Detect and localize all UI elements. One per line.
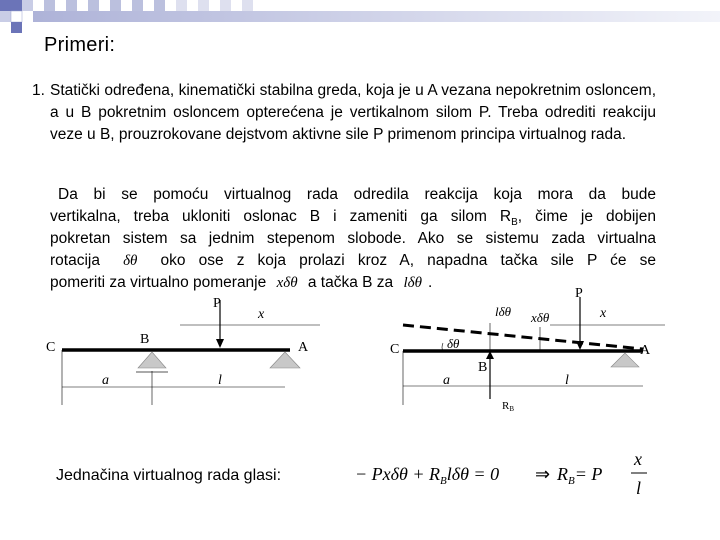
para-line-5-text: pomeriti za virtualno pomeranje <box>50 274 267 291</box>
virtual-work-equation <box>355 450 655 510</box>
para-line-2-text: vertikalna, treba ukloniti oslonac B i zameniti ga silom R <box>50 208 512 225</box>
para-line-3: pokretan sistem sa jednim stepenom slobode. Ako se sistemu zada virtualna <box>50 230 656 247</box>
para-line-5-mid: a tačka B za <box>307 274 394 291</box>
figure-right <box>385 285 665 415</box>
item-number: 1. <box>32 82 45 99</box>
label-ldtheta: lδθ <box>495 304 512 319</box>
label-dtheta: δθ <box>447 336 460 351</box>
label-x: x <box>258 307 265 322</box>
para-line-4 <box>50 250 656 272</box>
para-line-5-end: . <box>428 274 433 291</box>
fraction-denominator: l <box>636 478 642 498</box>
ldtheta-symbol: lδθ <box>403 275 422 291</box>
support-b <box>138 352 166 368</box>
example-item <box>32 80 656 146</box>
label-b: B <box>140 332 150 347</box>
slide-title: Primeri: <box>44 34 116 56</box>
header-decoration <box>0 0 720 36</box>
label-rb: RB <box>502 400 515 413</box>
label-c: C <box>46 340 56 355</box>
equation-lhs: − $Px\delta\theta + R_Bl\delta\theta = 0$ <box>355 464 500 487</box>
support-a <box>270 352 300 368</box>
item-text: Statički određena, kinematički stabilna greda, koja je u A vezana nepokretnim osloncem, a u B pokretnim osloncem opterećena je vertikalnom silom P. Treba odrediti reakciju veze u B, prouzrokovane dejstvom aktivne sile P primenom principa virtualnog rada. <box>50 82 656 143</box>
label-xdtheta: xδθ <box>531 310 550 325</box>
label-l-dim: l <box>565 373 569 388</box>
support-a <box>611 353 639 367</box>
label-a: A <box>298 340 309 355</box>
label-p: P <box>575 286 583 301</box>
dtheta-symbol: δθ <box>123 253 138 269</box>
equation-label: Jednačina virtualnog rada glasi: <box>56 467 282 484</box>
para-line-1: Da bi se pomoću virtualnog rada odredila reakcija koja mora da bude <box>58 186 656 203</box>
explanation-paragraph <box>50 184 656 294</box>
label-l-dim: l <box>218 373 222 388</box>
figure-left <box>40 295 320 405</box>
label-a: A <box>640 343 651 358</box>
force-p-arrowhead <box>216 339 224 348</box>
rb-subscript: B <box>511 217 518 229</box>
rotated-beam-dashed <box>403 325 643 349</box>
label-p: P <box>213 296 221 311</box>
label-b: B <box>478 360 488 375</box>
fraction-numerator: x <box>634 450 642 469</box>
xdtheta-symbol: xδθ <box>276 275 298 291</box>
label-x: x <box>600 306 607 321</box>
para-line-4-end: oko ose z koja prolazi kroz A, napadna tačka sile P će se <box>160 252 657 269</box>
para-line-2-end: , čime je dobijen <box>517 208 656 225</box>
label-a-dim: a <box>443 373 450 388</box>
implies-symbol: ⇒ <box>535 464 551 484</box>
para-line-4-text: rotacija <box>50 252 100 269</box>
label-a-dim: a <box>102 373 109 388</box>
para-line-2 <box>50 206 656 228</box>
equation-rhs: $R_B= P$ <box>557 464 603 487</box>
label-c: C <box>390 342 400 357</box>
